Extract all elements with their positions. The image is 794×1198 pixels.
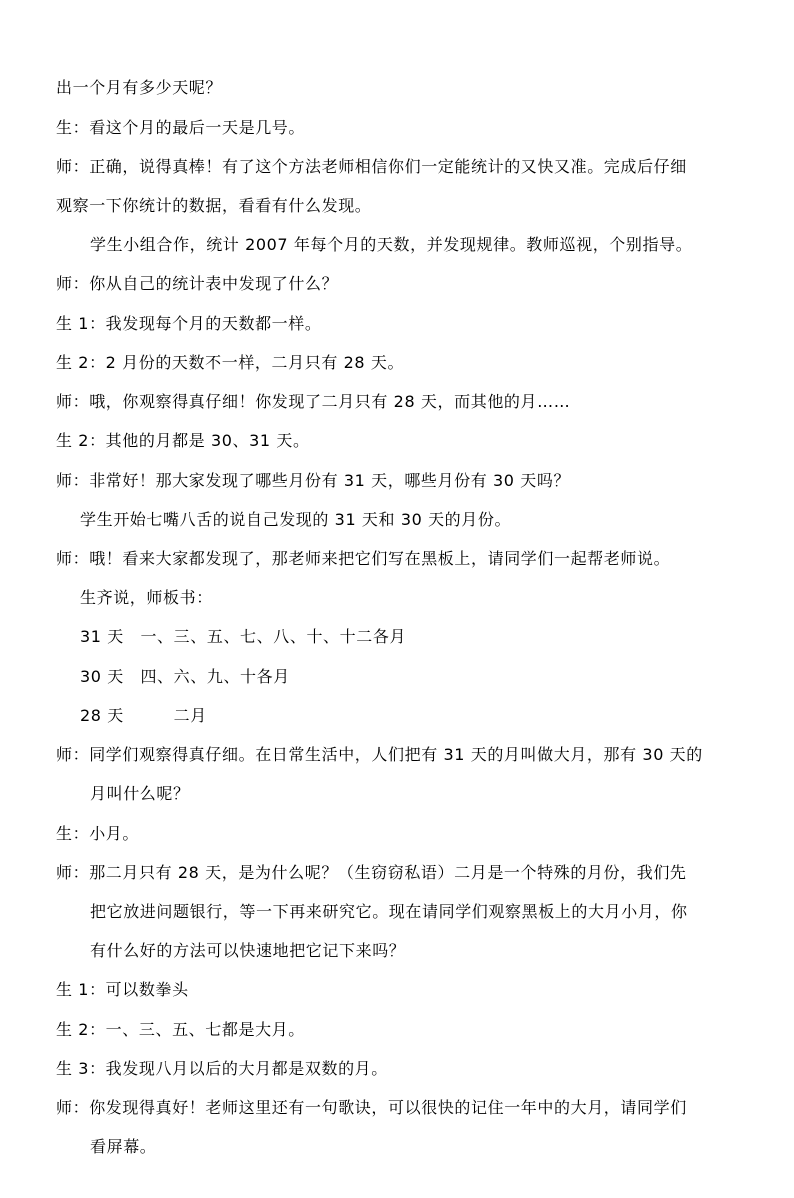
text-line: 有什么好的方法可以快速地把它记下来吗？ (90, 941, 406, 960)
text-line: 生齐说，师板书： (80, 588, 213, 607)
text-line: 生 2：其他的月都是 30、31 天。 (56, 431, 310, 450)
text-line: 出一个月有多少天呢？ (56, 78, 223, 97)
text-line: 师：你从自己的统计表中发现了什么？ (56, 274, 339, 293)
text-line: 把它放进问题银行，等一下再来研究它。现在请同学们观察黑板上的大月小月，你 (90, 902, 688, 921)
text-line: 师：非常好！那大家发现了哪些月份有 31 天，哪些月份有 30 天吗？ (56, 471, 571, 490)
text-line: 月叫什么呢？ (90, 784, 190, 803)
text-line: 生 2：一、三、五、七都是大月。 (56, 1020, 305, 1039)
text-line: 师：哦！看来大家都发现了，那老师来把它们写在黑板上，请同学们一起帮老师说。 (56, 549, 671, 568)
text-line: 师：同学们观察得真仔细。在日常生活中，人们把有 31 天的月叫做大月，那有 30 天的 (56, 745, 703, 764)
text-line: 生 1：可以数拳头 (56, 980, 189, 999)
text-line: 师：你发现得真好！老师这里还有一句歌诀，可以很快的记住一年中的大月，请同学们 (56, 1098, 687, 1117)
text-line: 生：小月。 (56, 824, 140, 843)
text-line: 28 天 二月 (80, 706, 207, 725)
text-line: 看屏幕。 (90, 1137, 157, 1156)
text-line: 31 天 一、三、五、七、八、十、十二各月 (80, 627, 407, 646)
text-line: 师：那二月只有 28 天，是为什么呢？（生窃窃私语）二月是一个特殊的月份，我们先 (56, 863, 687, 882)
text-line: 师：正确，说得真棒！有了这个方法老师相信你们一定能统计的又快又准。完成后仔细 (56, 157, 687, 176)
text-line: 师：哦，你观察得真仔细！你发现了二月只有 28 天，而其他的月…… (56, 392, 571, 411)
text-line: 观察一下你统计的数据，看看有什么发现。 (56, 196, 372, 215)
text-line: 生：看这个月的最后一天是几号。 (56, 118, 306, 137)
text-line: 生 2：2 月份的天数不一样，二月只有 28 天。 (56, 353, 405, 372)
text-line: 学生开始七嘴八舌的说自己发现的 31 天和 30 天的月份。 (80, 510, 512, 529)
text-line: 生 3：我发现八月以后的大月都是双数的月。 (56, 1059, 388, 1078)
text-line: 生 1：我发现每个月的天数都一样。 (56, 314, 322, 333)
text-line: 学生小组合作，统计 2007 年每个月的天数，并发现规律。教师巡视，个别指导。 (90, 235, 693, 254)
text-line: 30 天 四、六、九、十各月 (80, 667, 290, 686)
